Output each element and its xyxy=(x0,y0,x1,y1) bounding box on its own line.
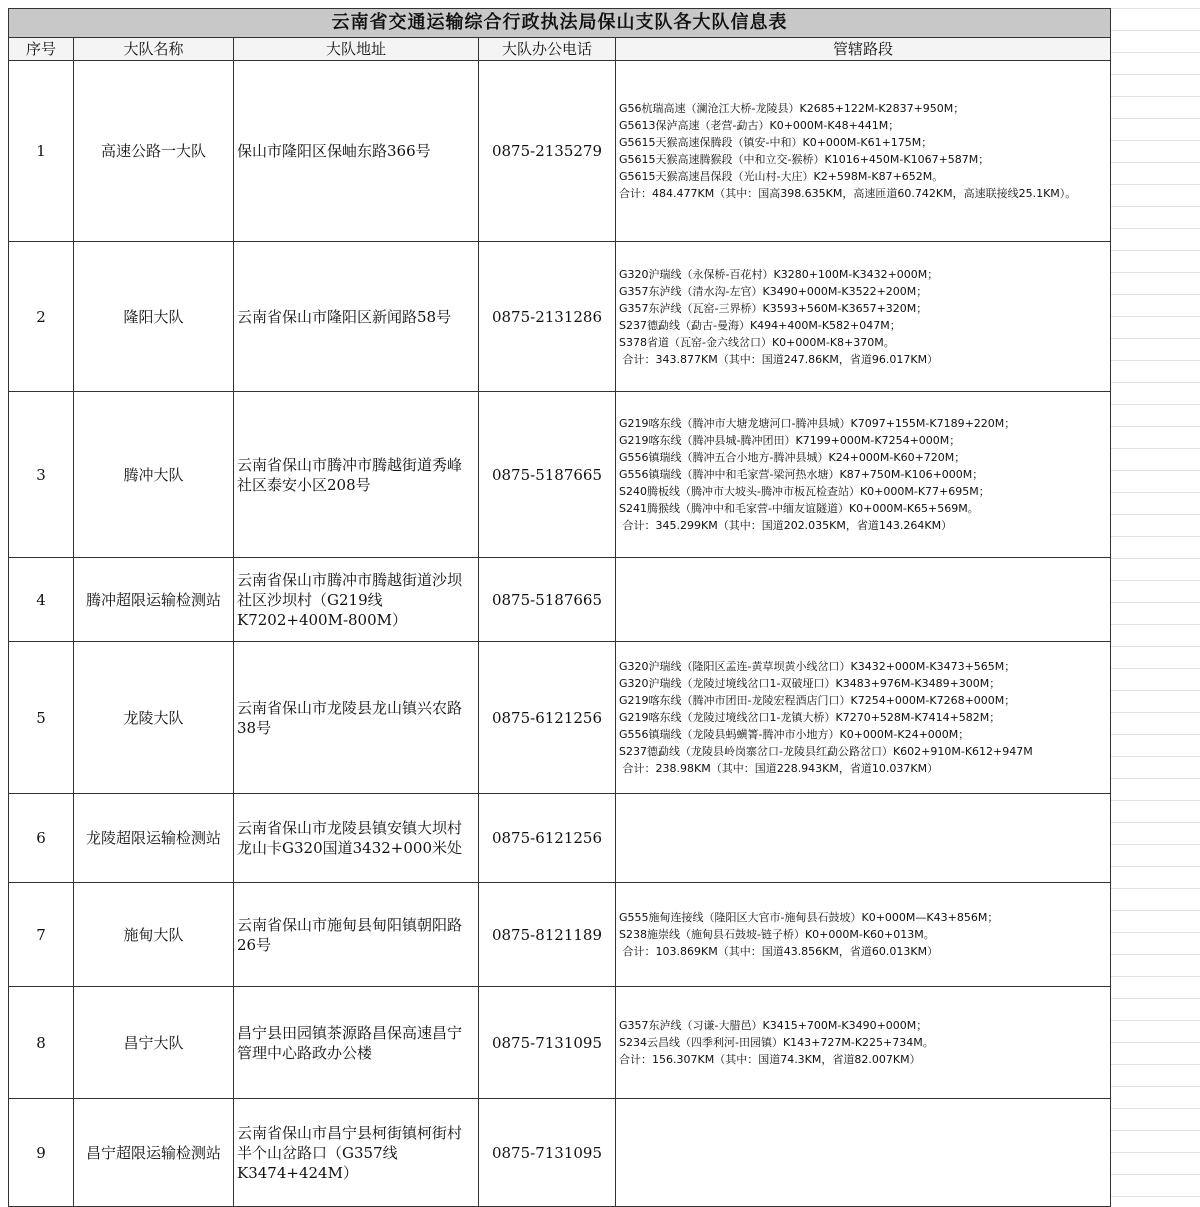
table-row xyxy=(9,987,1111,1099)
header-routes: 管辖路段 xyxy=(616,38,1111,61)
row-number: 6 xyxy=(9,794,74,883)
table-row xyxy=(9,392,1111,558)
brigade-address: 云南省保山市龙陵县镇安镇大坝村龙山卡G320国道3432+000米处 xyxy=(234,794,479,883)
brigade-name: 龙陵大队 xyxy=(74,642,234,794)
brigade-name: 腾冲大队 xyxy=(74,392,234,558)
brigade-name: 昌宁大队 xyxy=(74,987,234,1099)
row-number: 5 xyxy=(9,642,74,794)
jurisdiction-routes xyxy=(616,558,1111,642)
jurisdiction-routes: G357东泸线（习谦-大腊邑）K3415+700M-K3490+000M； S234云昌线（四季利河-田园镇）K143+727M-K225+734M。 合计：156.307KM（其中：国道74.3KM，省道82.007KM） xyxy=(616,987,1111,1099)
info-table xyxy=(8,8,1111,1207)
header-no: 序号 xyxy=(9,38,74,61)
brigade-address: 昌宁县田园镇茶源路昌保高速昌宁管理中心路政办公楼 xyxy=(234,987,479,1099)
jurisdiction-routes: G555施甸连接线（隆阳区大官市-施甸县石鼓坡）K0+000M—K43+856M； S238施崇线（施甸县石鼓坡-链子桥）K0+000M-K60+013M。 合计：103.869KM（其中：国道43.856KM，省道60.013KM） xyxy=(616,883,1111,987)
table-row xyxy=(9,61,1111,242)
brigade-name: 昌宁超限运输检测站 xyxy=(74,1099,234,1207)
header-address: 大队地址 xyxy=(234,38,479,61)
brigade-phone: 0875-8121189 xyxy=(479,883,616,987)
table-row xyxy=(9,642,1111,794)
jurisdiction-routes xyxy=(616,794,1111,883)
row-number: 1 xyxy=(9,61,74,242)
jurisdiction-routes: G219喀东线（腾冲市大塘龙塘河口-腾冲县城）K7097+155M-K7189+220M； G219喀东线（腾冲县城-腾冲团田）K7199+000M-K7254+000M； G556镇瑞线（腾冲五合小地方-腾冲县城）K24+000M-K60+720M； G556镇瑞线（腾冲中和毛家营-梁河热水塘）K87+750M-K106+000M； S240腾板线（腾冲市大坡头-腾冲市板瓦检查站）K0+000M-K77+695M； S241腾猴线（腾冲中和毛家营-中缅友谊隧道）K0+000M-K65+569M。 合计：345.299KM（其中：国道202.035KM，省道143.264KM） xyxy=(616,392,1111,558)
brigade-address: 云南省保山市腾冲市腾越街道沙坝社区沙坝村（G219线K7202+400M-800M） xyxy=(234,558,479,642)
brigade-phone: 0875-5187665 xyxy=(479,558,616,642)
row-number: 2 xyxy=(9,242,74,392)
brigade-phone: 0875-7131095 xyxy=(479,987,616,1099)
table-title: 云南省交通运输综合行政执法局保山支队各大队信息表 xyxy=(9,9,1111,38)
row-number: 4 xyxy=(9,558,74,642)
brigade-phone: 0875-6121256 xyxy=(479,794,616,883)
table-row xyxy=(9,1099,1111,1207)
table-row xyxy=(9,558,1111,642)
row-number: 9 xyxy=(9,1099,74,1207)
jurisdiction-routes: G56杭瑞高速（澜沧江大桥-龙陵县）K2685+122M-K2837+950M； G5613保泸高速（老营-勐古）K0+000M-K48+441M； G5615天猴高速保腾段（镇安-中和）K0+000M-K61+175M； G5615天猴高速腾猴段（中和立交-猴桥）K1016+450M-K1067+587M； G5615天猴高速昌保段（光山村-大庄）K2+598M-K87+652M。 合计：484.477KM（其中：国高398.635KM，高速匝道60.742KM，高速联接线25.1KM）。 xyxy=(616,61,1111,242)
header-row xyxy=(9,38,1111,61)
jurisdiction-routes: G320沪瑞线（隆阳区孟连-黄草坝黄小线岔口）K3432+000M-K3473+565M； G320沪瑞线（龙陵过境线岔口1-双破垭口）K3483+976M-K3489+300M； G219喀东线（腾冲市团田-龙陵宏程酒店门口）K7254+000M-K7268+000M； G219喀东线（龙陵过境线岔口1-龙镇大桥）K7270+528M-K7414+582M； G556镇瑞线（龙陵县蚂蟥箐-腾冲市小地方）K0+000M-K24+000M； S237德勐线（龙陵县岭岗寨岔口-龙陵县红勐公路岔口）K602+910M-K612+947M 合计：238.98KM（其中：国道228.943KM，省道10.037KM） xyxy=(616,642,1111,794)
row-number: 7 xyxy=(9,883,74,987)
brigade-phone: 0875-5187665 xyxy=(479,392,616,558)
brigade-name: 隆阳大队 xyxy=(74,242,234,392)
brigade-name: 龙陵超限运输检测站 xyxy=(74,794,234,883)
row-number: 3 xyxy=(9,392,74,558)
brigade-address: 云南省保山市腾冲市腾越街道秀峰社区泰安小区208号 xyxy=(234,392,479,558)
header-phone: 大队办公电话 xyxy=(479,38,616,61)
row-number: 8 xyxy=(9,987,74,1099)
jurisdiction-routes xyxy=(616,1099,1111,1207)
brigade-phone: 0875-2135279 xyxy=(479,61,616,242)
brigade-phone: 0875-2131286 xyxy=(479,242,616,392)
header-name: 大队名称 xyxy=(74,38,234,61)
brigade-phone: 0875-6121256 xyxy=(479,642,616,794)
empty-column xyxy=(1110,8,1200,1207)
table-row xyxy=(9,242,1111,392)
brigade-name: 腾冲超限运输检测站 xyxy=(74,558,234,642)
brigade-address: 云南省保山市龙陵县龙山镇兴农路38号 xyxy=(234,642,479,794)
jurisdiction-routes: G320沪瑞线（永保桥-百花村）K3280+100M-K3432+000M； G357东泸线（清水沟-左官）K3490+000M-K3522+200M； G357东泸线（瓦窑-三界桥）K3593+560M-K3657+320M； S237德勐线（勐古-曼海）K494+400M-K582+047M； S378省道（瓦窑-金六线岔口）K0+000M-K8+370M。 合计：343.877KM（其中：国道247.86KM，省道96.017KM） xyxy=(616,242,1111,392)
brigade-phone: 0875-7131095 xyxy=(479,1099,616,1207)
brigade-name: 施甸大队 xyxy=(74,883,234,987)
brigade-address: 保山市隆阳区保岫东路366号 xyxy=(234,61,479,242)
brigade-address: 云南省保山市隆阳区新闻路58号 xyxy=(234,242,479,392)
brigade-address: 云南省保山市施甸县甸阳镇朝阳路26号 xyxy=(234,883,479,987)
brigade-address: 云南省保山市昌宁县柯街镇柯街村半个山岔路口（G357线K3474+424M） xyxy=(234,1099,479,1207)
table-row xyxy=(9,883,1111,987)
brigade-name: 高速公路一大队 xyxy=(74,61,234,242)
table-row xyxy=(9,794,1111,883)
